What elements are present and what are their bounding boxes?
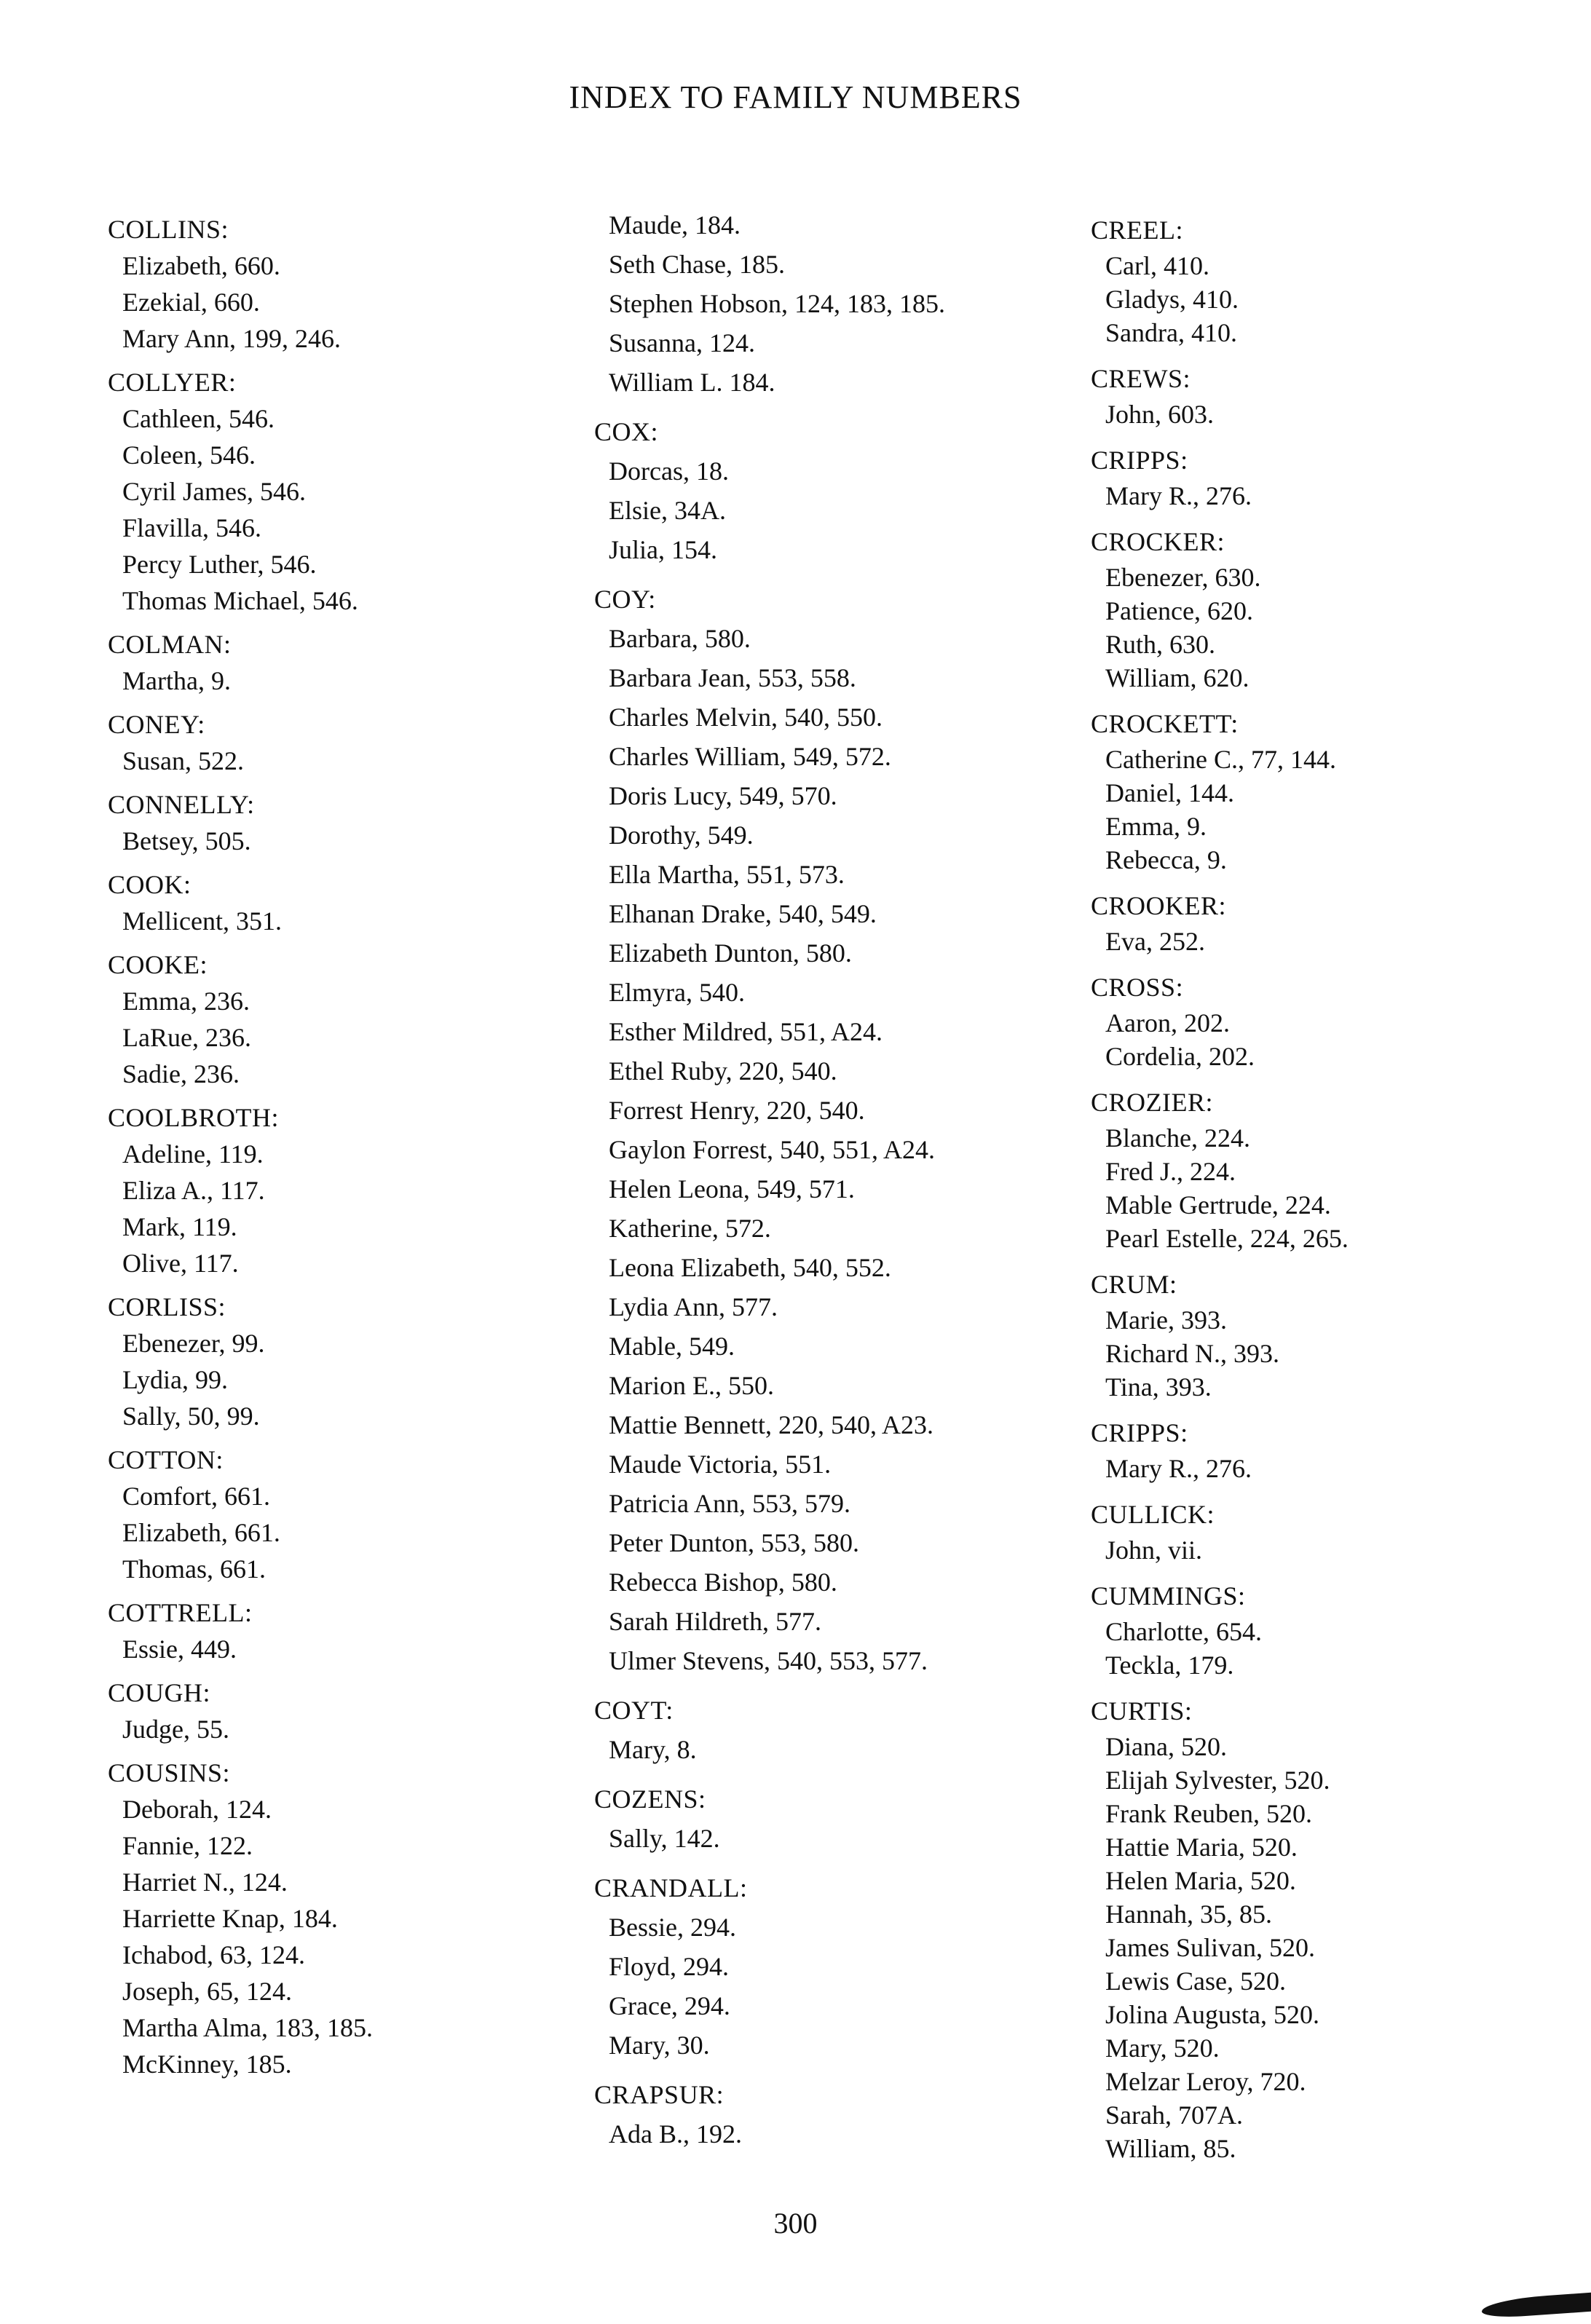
index-entry: Blanche, 224.	[1105, 1123, 1250, 1153]
index-entry: Barbara, 580.	[609, 624, 751, 653]
index-entry: Elsie, 34A.	[609, 496, 726, 525]
index-entry: Floyd, 294.	[609, 1952, 730, 1981]
index-entry: Sally, 50, 99.	[122, 1402, 260, 1431]
surname-heading: COLLINS:	[108, 215, 229, 244]
index-entry: Forrest Henry, 220, 540.	[609, 1096, 865, 1125]
surname-heading: CULLICK:	[1091, 1500, 1215, 1529]
surname-heading: CRIPPS:	[1091, 446, 1188, 475]
index-entry: Martha Alma, 183, 185.	[122, 2013, 373, 2042]
index-entry: Marion E., 550.	[609, 1371, 774, 1400]
surname-group	[1091, 360, 1542, 431]
index-entry: Thomas Michael, 546.	[122, 586, 358, 615]
index-entry: John, 603.	[1105, 400, 1215, 429]
index-entry: Hattie Maria, 520.	[1105, 1833, 1298, 1862]
index-entry: Mary R., 276.	[1105, 1454, 1252, 1483]
index-entry: Frank Reuben, 520.	[1105, 1799, 1312, 1828]
index-entry: Mary, 30.	[609, 2031, 710, 2060]
surname-heading: CROZIER:	[1091, 1088, 1214, 1117]
surname-heading: CROCKETT:	[1091, 709, 1239, 738]
index-entry: Sandra, 410.	[1105, 318, 1237, 347]
index-entry: Elmyra, 540.	[609, 978, 745, 1007]
index-entry: Deborah, 124.	[122, 1795, 272, 1824]
surname-group	[1091, 1577, 1542, 1682]
surname-group	[108, 866, 574, 939]
index-entry: Catherine C., 77, 144.	[1105, 745, 1336, 774]
surname-group	[1091, 211, 1542, 349]
index-entry: Ebenezer, 630.	[1105, 563, 1261, 592]
index-entry: Cyril James, 546.	[122, 477, 306, 506]
index-entry: Bessie, 294.	[609, 1913, 736, 1942]
index-entry: Leona Elizabeth, 540, 552.	[609, 1253, 891, 1282]
index-entry: LaRue, 236.	[122, 1023, 251, 1052]
surname-heading: COY:	[594, 585, 656, 614]
surname-heading: CURTIS:	[1091, 1696, 1193, 1726]
index-entry: William L. 184.	[609, 368, 775, 397]
index-entry: Carl, 410.	[1105, 251, 1209, 280]
index-entry: Sarah Hildreth, 577.	[609, 1607, 821, 1636]
index-entry: Rebecca, 9.	[1105, 845, 1227, 874]
index-entry: Maude, 184.	[609, 210, 741, 240]
index-entry: Elhanan Drake, 540, 549.	[609, 899, 877, 928]
surname-group	[1091, 1414, 1542, 1485]
index-entry: Mattie Bennett, 220, 540, A23.	[609, 1410, 933, 1439]
index-entry: William, 85.	[1105, 2134, 1236, 2163]
surname-group	[594, 1779, 1060, 1858]
surname-heading: CORLISS:	[108, 1292, 226, 1321]
index-entry: Stephen Hobson, 124, 183, 185.	[609, 289, 945, 318]
index-entry: Ezekial, 660.	[122, 288, 260, 317]
surname-group	[594, 580, 1060, 1680]
index-entry: Helen Maria, 520.	[1105, 1866, 1296, 1895]
index-entry: Emma, 9.	[1105, 812, 1207, 841]
index-entry: Fred J., 224.	[1105, 1157, 1236, 1186]
index-entry: Cordelia, 202.	[1105, 1042, 1255, 1071]
index-entry: Charles Melvin, 540, 550.	[609, 703, 883, 732]
index-entry: Mellicent, 351.	[122, 906, 282, 936]
index-entry: Charlotte, 654.	[1105, 1617, 1262, 1646]
index-entry: Lydia Ann, 577.	[609, 1292, 778, 1321]
index-entry: Betsey, 505.	[122, 826, 251, 855]
index-entry: Elizabeth, 660.	[122, 251, 280, 280]
index-entry: Dorothy, 549.	[609, 821, 754, 850]
surname-group	[108, 946, 574, 1092]
surname-group	[108, 1594, 574, 1667]
surname-group	[1091, 968, 1542, 1073]
index-entry: Susanna, 124.	[609, 328, 755, 357]
surname-group	[1091, 705, 1542, 877]
index-entry: Eliza A., 117.	[122, 1176, 265, 1205]
surname-heading: CROOKER:	[1091, 891, 1227, 920]
index-column-2	[594, 205, 1060, 2164]
index-entry: Eva, 252.	[1105, 927, 1205, 956]
surname-heading: CREWS:	[1091, 364, 1191, 393]
index-entry: Susan, 522.	[122, 746, 245, 775]
surname-group	[1091, 1692, 1542, 2165]
page-number: 300	[773, 2207, 818, 2240]
index-entry: Ada B., 192.	[609, 2119, 742, 2149]
surname-heading: CUMMINGS:	[1091, 1581, 1246, 1610]
surname-group	[108, 1099, 574, 1281]
index-entry: Cathleen, 546.	[122, 404, 275, 433]
index-entry: Mable, 549.	[609, 1332, 735, 1361]
index-entry: Teckla, 179.	[1105, 1651, 1234, 1680]
index-entry: Gaylon Forrest, 540, 551, A24.	[609, 1135, 935, 1164]
surname-group	[108, 211, 574, 357]
surname-group	[108, 706, 574, 779]
index-entry: Diana, 520.	[1105, 1732, 1227, 1761]
index-entry: Ichabod, 63, 124.	[122, 1940, 305, 1969]
index-entry: Seth Chase, 185.	[609, 250, 785, 279]
surname-group	[594, 205, 1060, 402]
index-entry: Maude Victoria, 551.	[609, 1450, 832, 1479]
index-entry: Mary R., 276.	[1105, 481, 1252, 510]
index-entry: Lewis Case, 520.	[1105, 1967, 1286, 1996]
surname-group	[594, 1691, 1060, 1769]
surname-group	[108, 1442, 574, 1587]
index-entry: Harriette Knap, 184.	[122, 1904, 338, 1933]
index-entry: Patience, 620.	[1105, 596, 1253, 625]
surname-group	[1091, 1083, 1542, 1255]
index-entry: Judge, 55.	[122, 1715, 229, 1744]
surname-group	[108, 1675, 574, 1747]
surname-heading: CRUM:	[1091, 1270, 1177, 1299]
index-entry: Fannie, 122.	[122, 1831, 253, 1860]
scan-edge-mark	[1482, 2293, 1591, 2319]
surname-heading: CREEL:	[1091, 216, 1183, 245]
index-column-3	[1091, 211, 1542, 2175]
index-entry: Dorcas, 18.	[609, 456, 729, 486]
surname-heading: CONNELLY:	[108, 790, 255, 819]
index-entry: Barbara Jean, 553, 558.	[609, 663, 856, 692]
index-entry: Ella Martha, 551, 573.	[609, 860, 845, 889]
surname-group	[1091, 523, 1542, 695]
index-entry: Harriet N., 124.	[122, 1868, 288, 1897]
surname-heading: CRIPPS:	[1091, 1418, 1188, 1447]
surname-heading: COOLBROTH:	[108, 1103, 280, 1132]
surname-group	[1091, 1495, 1542, 1567]
surname-heading: CRAPSUR:	[594, 2080, 725, 2109]
surname-group	[108, 364, 574, 619]
index-entry: Percy Luther, 546.	[122, 550, 317, 579]
surname-group	[594, 412, 1060, 569]
index-entry: Jolina Augusta, 520.	[1105, 2000, 1319, 2029]
index-entry: McKinney, 185.	[122, 2050, 292, 2079]
surname-heading: COYT:	[594, 1696, 674, 1725]
surname-heading: COOK:	[108, 870, 192, 899]
index-entry: Mary, 8.	[609, 1735, 697, 1764]
surname-group	[108, 626, 574, 699]
index-entry: Olive, 117.	[122, 1249, 239, 1278]
surname-group	[594, 2075, 1060, 2154]
index-entry: Charles William, 549, 572.	[609, 742, 891, 771]
surname-heading: COUGH:	[108, 1678, 211, 1707]
index-entry: Patricia Ann, 553, 579.	[609, 1489, 850, 1518]
index-entry: Julia, 154.	[609, 535, 717, 564]
surname-heading: COX:	[594, 417, 659, 446]
surname-group	[108, 786, 574, 859]
index-entry: Richard N., 393.	[1105, 1339, 1279, 1368]
index-entry: Mable Gertrude, 224.	[1105, 1190, 1331, 1220]
index-entry: Sally, 142.	[609, 1824, 720, 1853]
surname-group	[108, 1289, 574, 1434]
surname-heading: CRANDALL:	[594, 1873, 748, 1902]
surname-heading: COTTRELL:	[108, 1598, 253, 1627]
surname-heading: CROCKER:	[1091, 527, 1225, 556]
surname-heading: COUSINS:	[108, 1758, 231, 1787]
index-entry: Mary, 520.	[1105, 2034, 1220, 2063]
index-entry: Essie, 449.	[122, 1635, 237, 1664]
surname-heading: CROSS:	[1091, 973, 1184, 1002]
index-entry: Joseph, 65, 124.	[122, 1977, 292, 2006]
index-entry: Ethel Ruby, 220, 540.	[609, 1056, 837, 1086]
index-entry: Elizabeth Dunton, 580.	[609, 938, 852, 968]
index-entry: Rebecca Bishop, 580.	[609, 1568, 837, 1597]
index-entry: Flavilla, 546.	[122, 513, 261, 542]
index-entry: Melzar Leroy, 720.	[1105, 2067, 1306, 2096]
surname-heading: COTTON:	[108, 1445, 224, 1474]
surname-group	[108, 1755, 574, 2082]
index-entry: Lydia, 99.	[122, 1365, 228, 1394]
index-entry: Pearl Estelle, 224, 265.	[1105, 1224, 1349, 1253]
index-entry: Elijah Sylvester, 520.	[1105, 1766, 1330, 1795]
index-entry: Sadie, 236.	[122, 1059, 240, 1088]
index-entry: Ruth, 630.	[1105, 630, 1216, 659]
surname-heading: COZENS:	[594, 1784, 706, 1814]
surname-heading: COLMAN:	[108, 630, 232, 659]
index-entry: Ebenezer, 99.	[122, 1329, 265, 1358]
index-entry: Mary Ann, 199, 246.	[122, 324, 341, 353]
index-column-1	[108, 211, 574, 2090]
surname-group	[1091, 887, 1542, 958]
index-entry: Ulmer Stevens, 540, 553, 577.	[609, 1646, 928, 1675]
index-entry: Helen Leona, 549, 571.	[609, 1174, 855, 1204]
index-entry: William, 620.	[1105, 663, 1249, 692]
index-entry: Sarah, 707A.	[1105, 2100, 1243, 2130]
index-entry: Aaron, 202.	[1105, 1008, 1230, 1038]
surname-group	[594, 1868, 1060, 2065]
index-entry: Mark, 119.	[122, 1212, 237, 1241]
index-entry: Peter Dunton, 553, 580.	[609, 1528, 859, 1557]
index-entry: Elizabeth, 661.	[122, 1518, 280, 1547]
index-entry: Grace, 294.	[609, 1991, 730, 2020]
index-entry: Thomas, 661.	[122, 1554, 266, 1584]
index-entry: Emma, 236.	[122, 987, 250, 1016]
index-entry: John, vii.	[1105, 1536, 1203, 1565]
index-entry: Daniel, 144.	[1105, 778, 1234, 807]
index-entry: Katherine, 572.	[609, 1214, 771, 1243]
index-entry: Adeline, 119.	[122, 1139, 264, 1169]
index-entry: James Sulivan, 520.	[1105, 1933, 1315, 1962]
index-entry: Coleen, 546.	[122, 440, 256, 470]
index-entry: Doris Lucy, 549, 570.	[609, 781, 837, 810]
surname-group	[1091, 441, 1542, 513]
index-entry: Hannah, 35, 85.	[1105, 1900, 1272, 1929]
surname-heading: COLLYER:	[108, 368, 237, 397]
index-entry: Tina, 393.	[1105, 1372, 1212, 1402]
page-title: INDEX TO FAMILY NUMBERS	[569, 79, 1022, 115]
surname-group	[1091, 1265, 1542, 1404]
index-entry: Comfort, 661.	[122, 1482, 270, 1511]
surname-heading: COOKE:	[108, 950, 208, 979]
index-entry: Gladys, 410.	[1105, 285, 1239, 314]
index-entry: Esther Mildred, 551, A24.	[609, 1017, 883, 1046]
index-entry: Martha, 9.	[122, 666, 231, 695]
surname-heading: CONEY:	[108, 710, 205, 739]
index-entry: Marie, 393.	[1105, 1305, 1227, 1335]
